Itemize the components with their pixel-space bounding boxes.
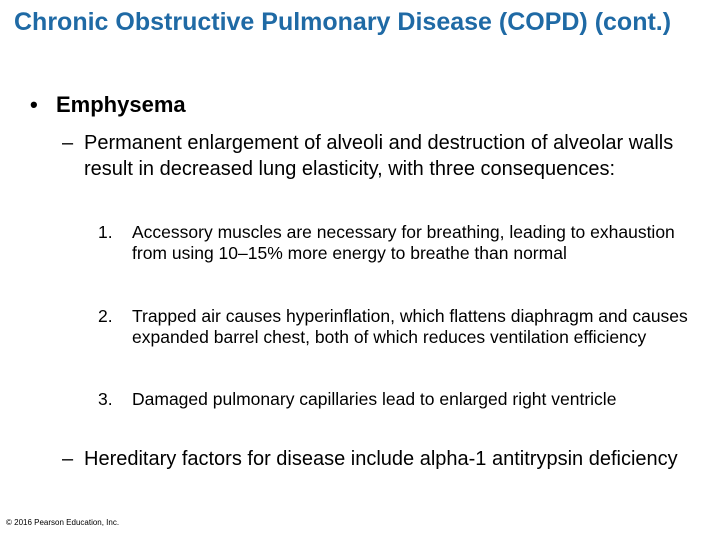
list-item [98,306,698,348]
list-item-text: Trapped air causes hyperinflation, which flattens diaphragm and causes expanded barrel chest, both of which reduces ventilation efficiency [132,306,688,347]
bullet-marker: • [30,92,38,117]
list-item [98,222,698,264]
sub-bullet-permanent-enlargement [62,130,702,182]
list-item-number: 1. [98,222,113,242]
sub-bullet-text: Permanent enlargement of alveoli and destruction of alveolar walls result in decreased lung elasticity, with three consequences: [84,132,674,180]
list-item-number: 2. [98,306,113,326]
copyright-footer: © 2016 Pearson Education, Inc. [6,518,120,527]
bullet-text: Emphysema [56,92,186,117]
list-item [98,389,698,410]
list-item-number: 3. [98,389,113,409]
sub-bullet-hereditary-factors [62,446,702,472]
dash-marker: – [62,448,74,470]
slide-title: Chronic Obstructive Pulmonary Disease (COPD) (cont.) [14,8,672,36]
list-item-text: Accessory muscles are necessary for breathing, leading to exhaustion from using 10–15% more energy to breathe than normal [132,222,675,263]
list-item-text: Damaged pulmonary capillaries lead to enlarged right ventricle [132,389,617,409]
dash-marker: – [62,132,74,154]
sub-bullet-text: Hereditary factors for disease include alpha-1 antitrypsin deficiency [84,448,678,470]
